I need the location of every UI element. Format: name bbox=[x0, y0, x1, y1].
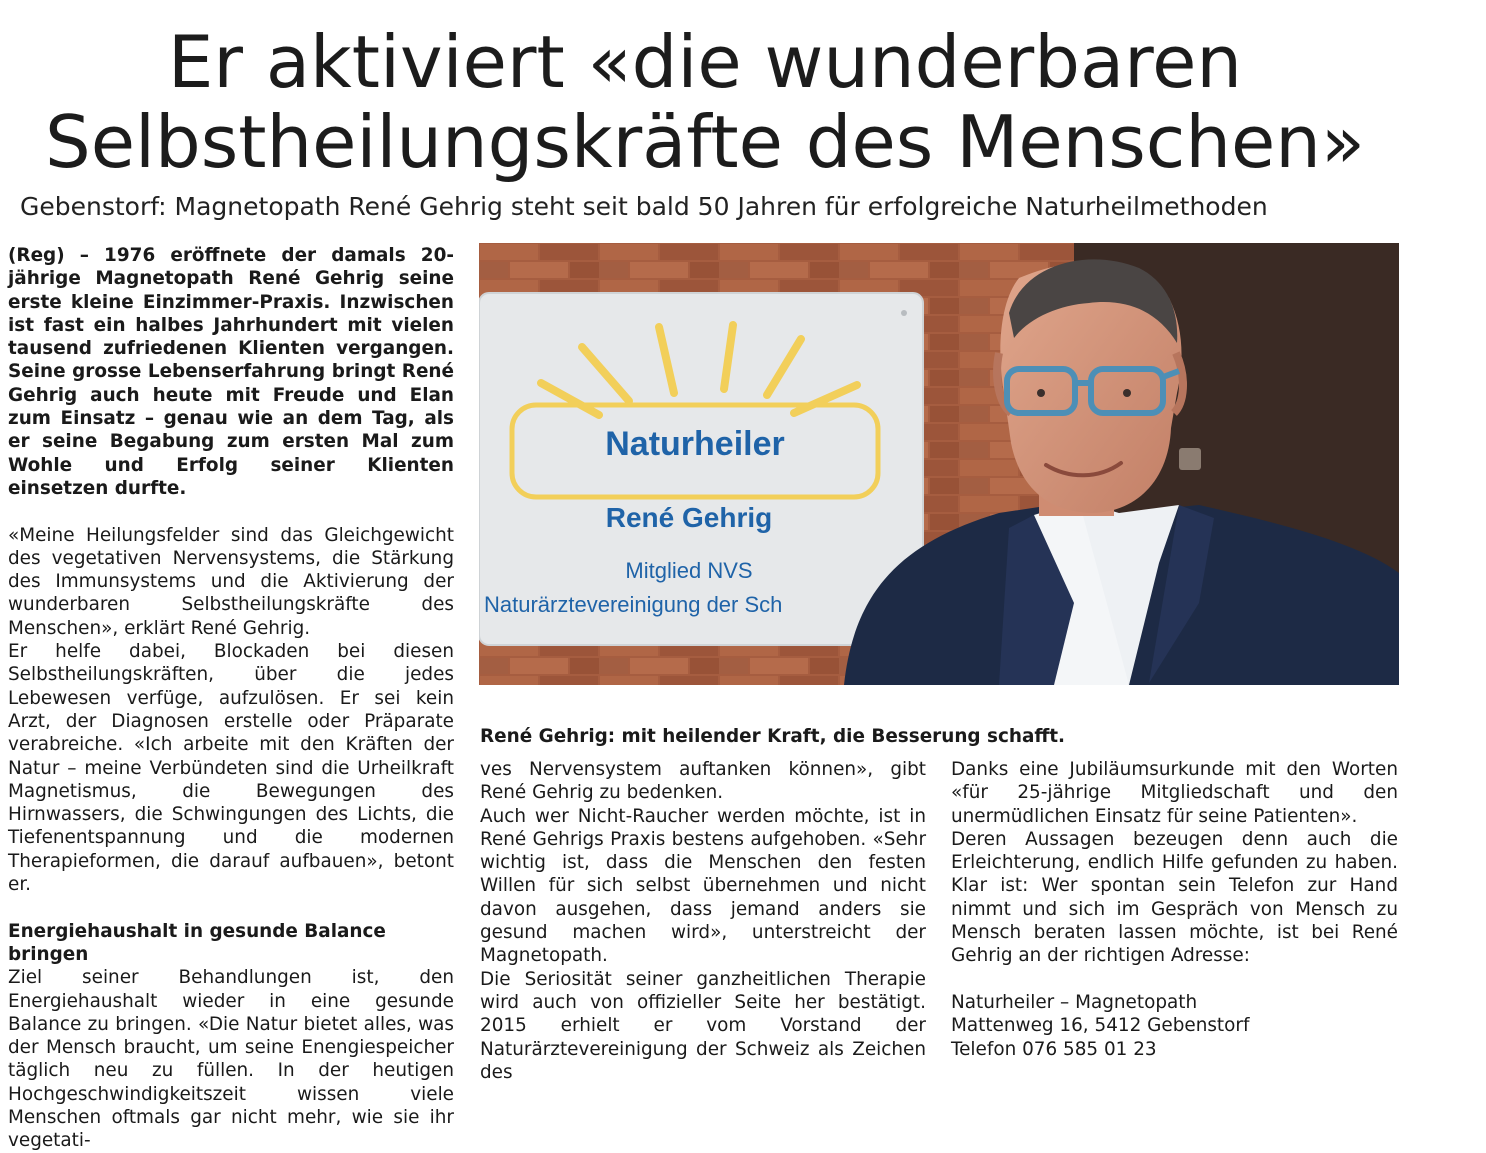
paragraph: Ziel seiner Behandlungen ist, den Energiehaushalt wieder in eine gesunde Balance zu bringen. «Die Natur bietet alles, was der Mensch braucht, um seine Enengiespeicher täglich neu zu füllen. In der heutigen Hochgeschwindigkeitszeit wissen viele Menschen oftmals gar nicht mehr, wie sie ihr vegetati- bbox=[8, 967, 454, 1152]
sign-title: Naturheiler bbox=[605, 425, 785, 463]
paragraph: ves Nervensystem auftanken können», gibt René Gehrig zu bedenken. bbox=[480, 759, 926, 804]
contact-name: Naturheiler – Magnetopath bbox=[951, 991, 1198, 1013]
paragraph: «Meine Heilungsfelder sind das Gleichgewicht des vegetativen Nervensystems, die Stärkung des Immunsystems und die Aktivierung der wunderbaren Selbstheilungskräfte des Menschen», erklärt René Gehrig. bbox=[8, 524, 454, 639]
portrait-photo bbox=[479, 243, 1399, 685]
article-column-2 bbox=[480, 758, 926, 1084]
paragraph: Deren Aussagen bezeugen denn auch die Erleichterung, endlich Hilfe gefunden zu haben. Klar ist: Wer spontan sein Telefon zur Hand nimmt und sich im Gespräch von Mensch zu Mensch beraten lassen möchte, ist bei René Gehrig an der richtigen Adresse: bbox=[951, 828, 1398, 967]
sign-org: Naturärztevereinigung der Sch bbox=[484, 592, 783, 617]
headline-line-2: Selbstheilungskräfte des Menschen» bbox=[45, 100, 1365, 184]
contact-address: Mattenweg 16, 5412 Gebenstorf bbox=[951, 1015, 1250, 1037]
headline bbox=[0, 22, 1410, 182]
article-column-3 bbox=[951, 758, 1398, 1061]
lead-paragraph: (Reg) – 1976 eröffnete der damals 20-jährige Magnetopath René Gehrig seine erste kleine Einzimmer-Praxis. Inzwischen ist fast ein halbes Jahrhundert mit vielen tausend zufriedenen Klienten vergangen. Seine grosse Lebenserfahrung bringt René Gehrig auch heute mit Freude und Elan zum Einsatz – genau wie an dem Tag, als er seine Begabung zum ersten Mal zum Wohle und Erfolg seiner Klienten einsetzen durfte. bbox=[8, 245, 454, 499]
section-subheading: Energiehaushalt in gesunde Balance bringen bbox=[8, 920, 386, 965]
paragraph: Die Seriosität seiner ganzheitlichen Therapie wird auch von offizieller Seite her bestätigt. 2015 erhielt er vom Vorstand der Naturärztevereinigung der Schweiz als Zeichen des bbox=[480, 968, 926, 1083]
photo-caption: René Gehrig: mit heilender Kraft, die Besserung schafft. bbox=[480, 726, 1066, 748]
headline-line-1: Er aktiviert «die wunderbaren bbox=[167, 20, 1243, 104]
paragraph: Danks eine Jubiläumsurkunde mit den Worten «für 25-jährige Mitgliedschaft und den unermüdlichen Einsatz für seine Patienten». bbox=[951, 759, 1398, 827]
subheadline: Gebenstorf: Magnetopath René Gehrig steht seit bald 50 Jahren für erfolgreiche Naturheilmethoden bbox=[20, 192, 1268, 221]
paragraph: Auch wer Nicht-Raucher werden möchte, ist in René Gehrigs Praxis bestens aufgehoben. «Sehr wichtig ist, dass die Menschen den festen Willen für sich selbst übernehmen und nicht davon ausgehen, dass jemand anders sie gesund machen wird», unterstreicht der Magnetopath. bbox=[480, 805, 926, 967]
paragraph: Er helfe dabei, Blockaden bei diesen Selbstheilungskräften, über die jedes Lebewesen verfüge, aufzulösen. Er sei kein Arzt, der Diagnosen erstelle oder Präparate verabreiche. «Ich arbeite mit den Kräften der Natur – meine Verbündeten sind die Urheilkraft Magnetismus, die Bewegungen des Hirnwassers, die Schwingungen des Lichts, die Tiefenentspannung und die modernen Therapieformen, die darauf aufbauen», betont er. bbox=[8, 641, 454, 896]
contact-phone: Telefon 076 585 01 23 bbox=[951, 1038, 1157, 1060]
article-column-1 bbox=[8, 244, 454, 1153]
sign-name: René Gehrig bbox=[605, 502, 773, 533]
sign-member: Mitglied NVS bbox=[625, 558, 753, 583]
